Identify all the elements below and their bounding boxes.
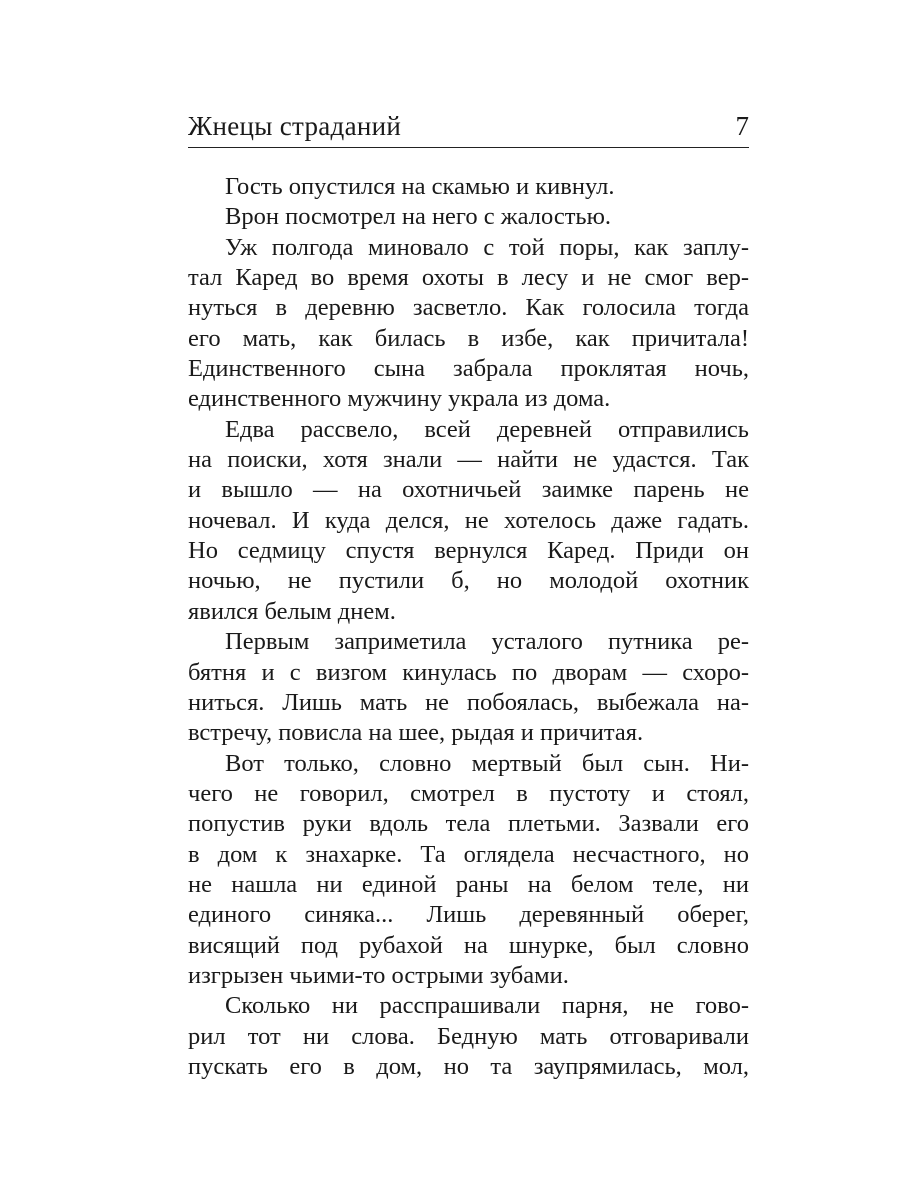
text-line: нуться в деревню засветло. Как голосила тогда: [188, 294, 749, 322]
running-header: [188, 107, 749, 148]
paragraph-1: [188, 172, 749, 202]
text-line: Но седмицу спустя вернулся Каред. Приди он: [188, 537, 749, 565]
text-line: Врон посмотрел на него с жалостью.: [225, 203, 612, 231]
text-line: ночью, не пустили б, но молодой охотник: [188, 567, 749, 595]
text-line: на поиски, хотя знали — найти не удастся. Так: [188, 446, 749, 474]
text-line: ниться. Лишь мать не побоялась, выбежала на-: [188, 688, 749, 716]
text-line: попустив руки вдоль тела плетьми. Зазвали его: [188, 810, 749, 838]
text-line: единственного мужчину украла из дома.: [188, 385, 611, 413]
text-line: встречу, повисла на шее, рыдая и причитая.: [188, 719, 644, 747]
text-line: единого синяка... Лишь деревянный оберег,: [188, 901, 749, 929]
text-line: Уж полгода миновало с той поры, как заплу-: [225, 233, 749, 261]
paragraph-5: [188, 627, 749, 748]
text-line: пускать его в дом, но та заупрямилась, мол,: [188, 1052, 749, 1080]
text-line: изгрызен чьими-то острыми зубами.: [188, 961, 569, 989]
body-text: [188, 172, 749, 1082]
text-line: рил тот ни слова. Бедную мать отговаривали: [188, 1022, 749, 1050]
paragraph-4: [188, 415, 749, 627]
text-line: Единственного сына забрала проклятая ночь,: [188, 355, 749, 383]
text-line: Первым заприметила усталого путника ре-: [225, 628, 749, 656]
text-line: не нашла ни единой раны на белом теле, ни: [188, 870, 749, 898]
page-number: 7: [735, 111, 749, 141]
running-title: Жнецы страданий: [188, 111, 402, 141]
text-line: Сколько ни расспрашивали парня, не гово-: [225, 992, 749, 1020]
paragraph-2: [188, 202, 749, 232]
text-line: ночевал. И куда делся, не хотелось даже гадать.: [188, 506, 749, 534]
paragraph-6: [188, 749, 749, 992]
text-line: его мать, как билась в избе, как причитала!: [188, 324, 749, 352]
text-line: тал Каред во время охоты в лесу и не смог вер-: [188, 264, 749, 292]
text-line: явился белым днем.: [188, 597, 396, 625]
text-line: чего не говорил, смотрел в пустоту и стоял,: [188, 779, 749, 807]
text-line: висящий под рубахой на шнурке, был словно: [188, 931, 749, 959]
text-line: бятня и с визгом кинулась по дворам — схоро-: [188, 658, 749, 686]
text-line: Гость опустился на скамью и кивнул.: [225, 173, 615, 200]
text-line: и вышло — на охотничьей заимке парень не: [188, 476, 749, 504]
text-line: Вот только, словно мертвый был сын. Ни-: [225, 749, 749, 777]
paragraph-3: [188, 233, 749, 415]
paragraph-7: [188, 991, 749, 1082]
text-line: в дом к знахарке. Та оглядела несчастного, но: [188, 840, 749, 868]
text-line: Едва рассвело, всей деревней отправились: [225, 415, 749, 443]
